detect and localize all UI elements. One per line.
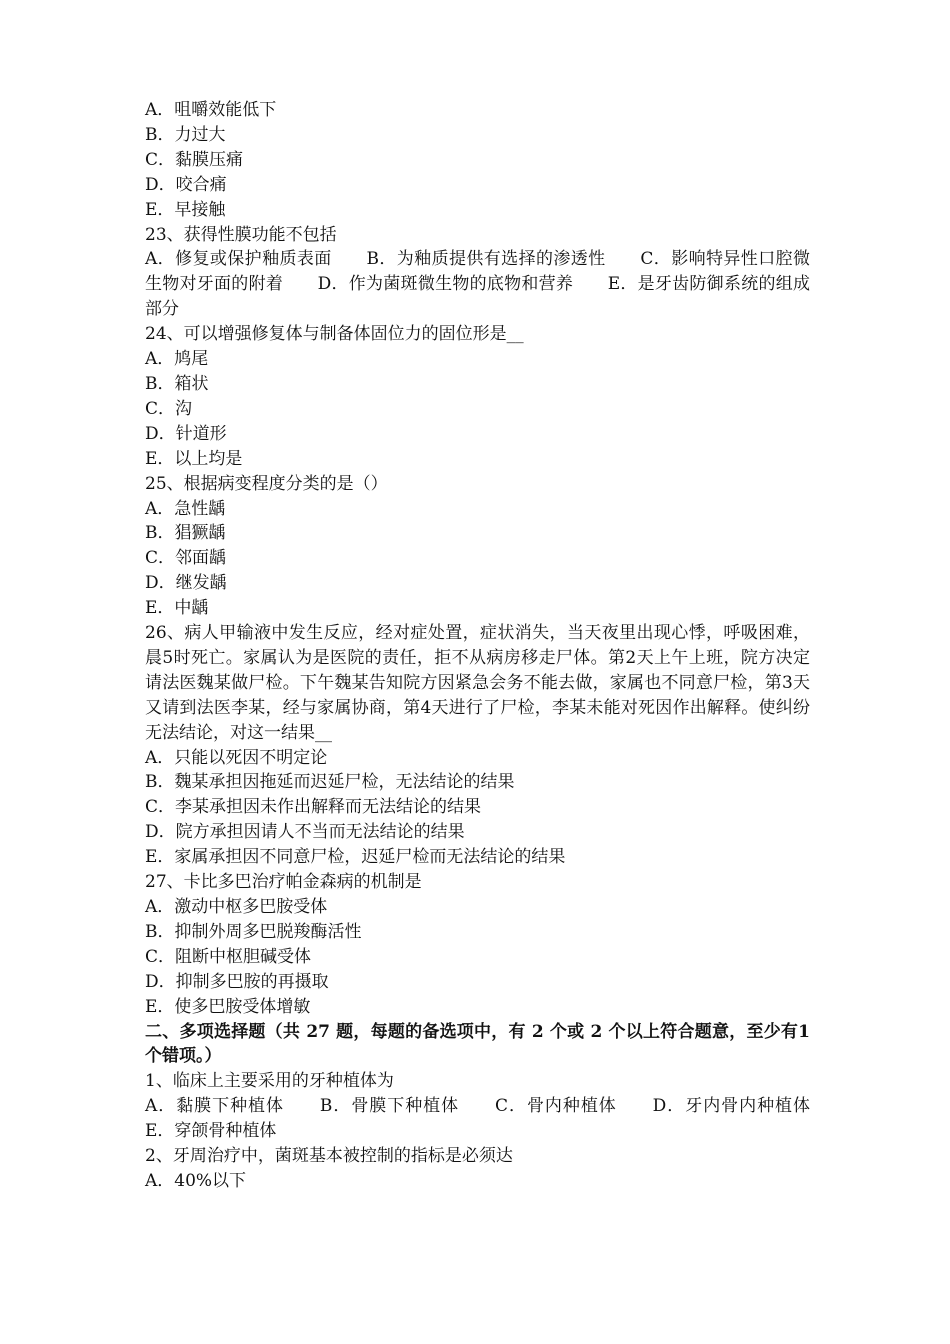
option: C．阻断中枢胆碱受体 (145, 946, 312, 967)
option: E．家属承担因不同意尸检，迟延尸检而无法结论的结果 (145, 847, 566, 868)
option: D．咬合痛 (145, 174, 227, 195)
question-stem: 26、病人甲输液中发生反应，经对症处置，症状消失，当天夜里出现心悸，呼吸困难，晨5时死亡。家属认为是医院的责任，拒不从病房移走尸体。第2天上午上班，院方决定请法医魏某做尸检。下午魏某告知院方因紧急会务不能去做，家属也不同意尸检，第3天又请到法医李某，经与家属协商，第4天进行了尸检，李某未能对死因作出解释。使纠纷无法结论，对这一结果__ (145, 623, 810, 743)
option: E．以上均是 (145, 448, 243, 469)
option: D．院方承担因请人不当而无法结论的结果 (145, 822, 465, 843)
option: D．针道形 (145, 423, 227, 444)
section-heading: 二、多项选择题（共 27 题，每题的备选项中，有 2 个或 2 个以上符合题意，至少有1 个错项。） (145, 1021, 810, 1067)
option: D．抑制多巴胺的再摄取 (145, 971, 329, 992)
option: E．早接触 (145, 199, 226, 220)
option: E．使多巴胺受体增敏 (145, 996, 311, 1017)
inline-options: A．修复或保护釉质表面 B．为釉质提供有选择的渗透性 C．影响特异性口腔微生物对牙面的附着 D．作为菌斑微生物的底物和营养 E．是牙齿防御系统的组成部分 (145, 249, 810, 320)
option: C．邻面龋 (145, 548, 227, 569)
question-stem: 23、获得性膜功能不包括 (145, 224, 337, 245)
question-stem: 1、临床上主要采用的牙种植体为 (145, 1071, 394, 1092)
option: B．箱状 (145, 373, 209, 394)
option: E．中龋 (145, 598, 209, 619)
option: A．急性龋 (145, 498, 226, 519)
option: B．力过大 (145, 124, 226, 145)
option: A．只能以死因不明定论 (145, 747, 328, 768)
option: A．40%以下 (145, 1170, 247, 1191)
option: B．魏某承担因拖延而迟延尸检，无法结论的结果 (145, 772, 515, 793)
inline-options: A．黏膜下种植体 B．骨膜下种植体 C．骨内种植体 D．牙内骨内种植体 E．穿颌骨种植体 (145, 1096, 844, 1142)
option: C．黏膜压痛 (145, 149, 244, 170)
option: B．猖獗龋 (145, 523, 226, 544)
option: A．鸠尾 (145, 349, 209, 370)
question-stem: 24、可以增强修复体与制备体固位力的固位形是__ (145, 324, 524, 345)
option: A．激动中枢多巴胺受体 (145, 897, 328, 917)
question-stem: 25、根据病变程度分类的是（） (145, 473, 388, 494)
option: B．抑制外周多巴脱羧酶活性 (145, 921, 362, 942)
question-stem: 2、牙周治疗中，菌斑基本被控制的指标是必须达 (145, 1146, 513, 1167)
option: D．继发龋 (145, 573, 227, 594)
question-stem: 27、卡比多巴治疗帕金森病的机制是 (145, 872, 422, 893)
option: A．咀嚼效能低下 (145, 100, 277, 120)
option: C．李某承担因未作出解释而无法结论的结果 (145, 797, 482, 818)
option: C．沟 (145, 398, 193, 419)
